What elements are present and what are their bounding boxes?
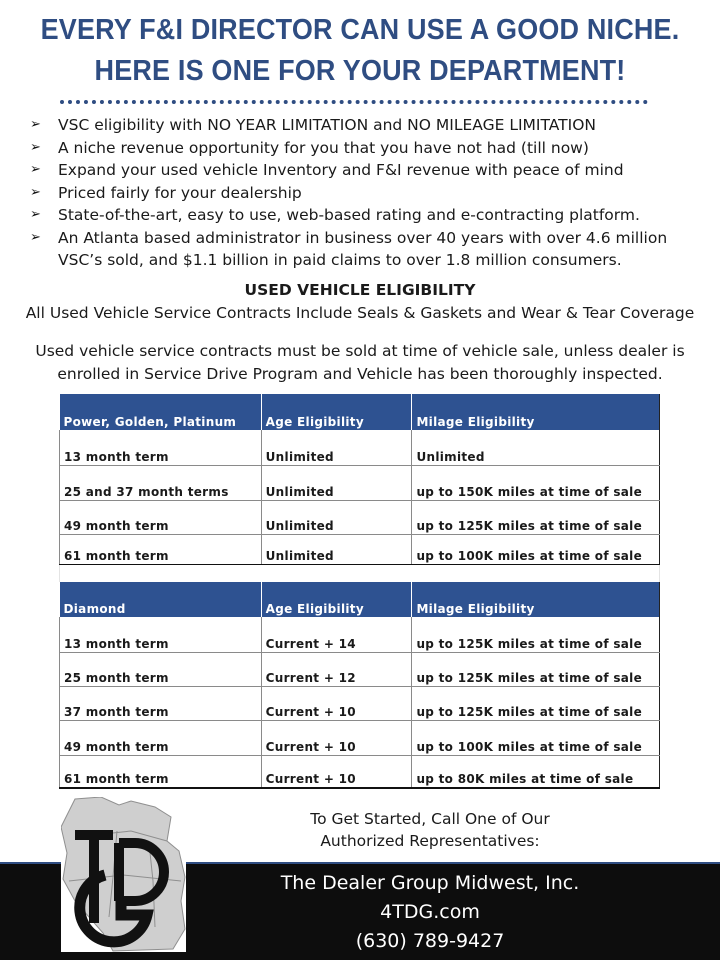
column-header-age: Age Eligibility	[261, 394, 412, 430]
table-row	[60, 534, 660, 565]
arrowhead-bullet-icon: ➢	[30, 229, 41, 245]
table-row	[60, 755, 660, 788]
term-cell: 25 and 37 month terms	[60, 465, 262, 500]
cta-line-1: To Get Started, Call One of Our	[310, 810, 550, 828]
arrowhead-bullet-icon: ➢	[30, 162, 41, 177]
contact-block	[250, 869, 610, 956]
benefit-item	[30, 204, 700, 227]
age-cell: Unlimited	[261, 534, 412, 565]
age-cell: Current + 10	[261, 755, 412, 788]
column-header-plan: Diamond	[60, 582, 262, 617]
benefit-text: Priced fairly for your dealership	[58, 183, 302, 202]
term-cell: 61 month term	[60, 534, 262, 565]
table-row	[60, 617, 660, 652]
age-cell: Current + 10	[261, 720, 412, 755]
section-subtitle: All Used Vehicle Service Contracts Include Seals & Gaskets and Wear & Tear Coverage	[25, 304, 695, 322]
benefit-item	[30, 182, 700, 205]
arrowhead-bullet-icon: ➢	[30, 184, 41, 200]
mileage-cell: up to 125K miles at time of sale	[412, 686, 660, 720]
mileage-cell: up to 125K miles at time of sale	[412, 652, 660, 686]
age-cell: Unlimited	[261, 500, 412, 534]
headline-line-2: HERE IS ONE FOR YOUR DEPARTMENT!	[94, 55, 626, 87]
benefit-item	[30, 159, 700, 182]
table-header-row	[60, 394, 660, 430]
column-header-mileage: Milage Eligibility	[412, 582, 660, 617]
term-cell: 13 month term	[60, 617, 262, 652]
website-link[interactable]: 4TDG.com	[380, 901, 480, 923]
headline	[25, 10, 695, 92]
term-cell: 13 month term	[60, 430, 262, 465]
arrowhead-bullet-icon: ➢	[30, 139, 41, 155]
table-row	[60, 465, 660, 500]
table-header-row	[60, 582, 660, 617]
arrowhead-bullet-icon: ➢	[30, 117, 41, 132]
mileage-cell: up to 125K miles at time of sale	[412, 500, 660, 534]
section-title: USED VEHICLE ELIGIBILITY	[244, 281, 476, 299]
column-header-plan: Power, Golden, Platinum	[60, 394, 262, 430]
age-cell: Unlimited	[261, 430, 412, 465]
age-cell: Current + 10	[261, 686, 412, 720]
phone-number[interactable]: (630) 789-9427	[355, 930, 505, 952]
mileage-cell: Unlimited	[412, 430, 660, 465]
age-cell: Current + 14	[261, 617, 412, 652]
tdg-logo	[61, 797, 186, 952]
dotted-divider	[60, 100, 648, 104]
mileage-cell: up to 100K miles at time of sale	[412, 534, 660, 565]
company-name: The Dealer Group Midwest, Inc.	[280, 872, 580, 894]
benefit-item	[30, 114, 700, 137]
benefit-text: State-of-the-art, easy to use, web-based rating and e-contracting platform.	[58, 206, 640, 224]
eligibility-notice: Used vehicle service contracts must be sold at time of vehicle sale, unless dealer is enrolled in Service Drive Program and Vehicle has been thoroughly inspected.	[35, 342, 685, 383]
call-to-action	[260, 808, 600, 852]
eligibility-table-diamond	[59, 582, 660, 789]
age-cell: Unlimited	[261, 465, 412, 500]
table-row	[60, 430, 660, 465]
age-cell: Current + 12	[261, 652, 412, 686]
term-cell: 49 month term	[60, 500, 262, 534]
benefit-text: A niche revenue opportunity for you that you have not had (till now)	[58, 138, 589, 157]
eligibility-table-standard	[59, 394, 660, 566]
mileage-cell: up to 80K miles at time of sale	[412, 755, 660, 788]
column-header-mileage: Milage Eligibility	[412, 394, 660, 430]
benefit-text: An Atlanta based administrator in business over 40 years with over 4.6 million VSC’s sold, and $1.1 billion in paid claims to over 1.8 million consumers.	[58, 228, 668, 269]
mileage-cell: up to 100K miles at time of sale	[412, 720, 660, 755]
mileage-cell: up to 150K miles at time of sale	[412, 465, 660, 500]
benefit-list	[30, 114, 700, 272]
term-cell: 37 month term	[60, 686, 262, 720]
headline-line-1: EVERY F&I DIRECTOR CAN USE A GOOD NICHE.	[40, 14, 680, 46]
table-row	[60, 686, 660, 720]
table-row	[60, 500, 660, 534]
benefit-item	[30, 227, 700, 272]
column-header-age: Age Eligibility	[261, 582, 412, 617]
benefit-text: Expand your used vehicle Inventory and F&I revenue with peace of mind	[58, 161, 624, 179]
table-row	[60, 720, 660, 755]
term-cell: 49 month term	[60, 720, 262, 755]
table-spacer	[59, 565, 660, 582]
arrowhead-bullet-icon: ➢	[30, 207, 41, 222]
mileage-cell: up to 125K miles at time of sale	[412, 617, 660, 652]
table-row	[60, 652, 660, 686]
term-cell: 61 month term	[60, 755, 262, 788]
benefit-item	[30, 137, 700, 160]
benefit-text: VSC eligibility with NO YEAR LIMITATION and NO MILEAGE LIMITATION	[58, 116, 596, 134]
term-cell: 25 month term	[60, 652, 262, 686]
cta-line-2: Authorized Representatives:	[320, 832, 540, 850]
